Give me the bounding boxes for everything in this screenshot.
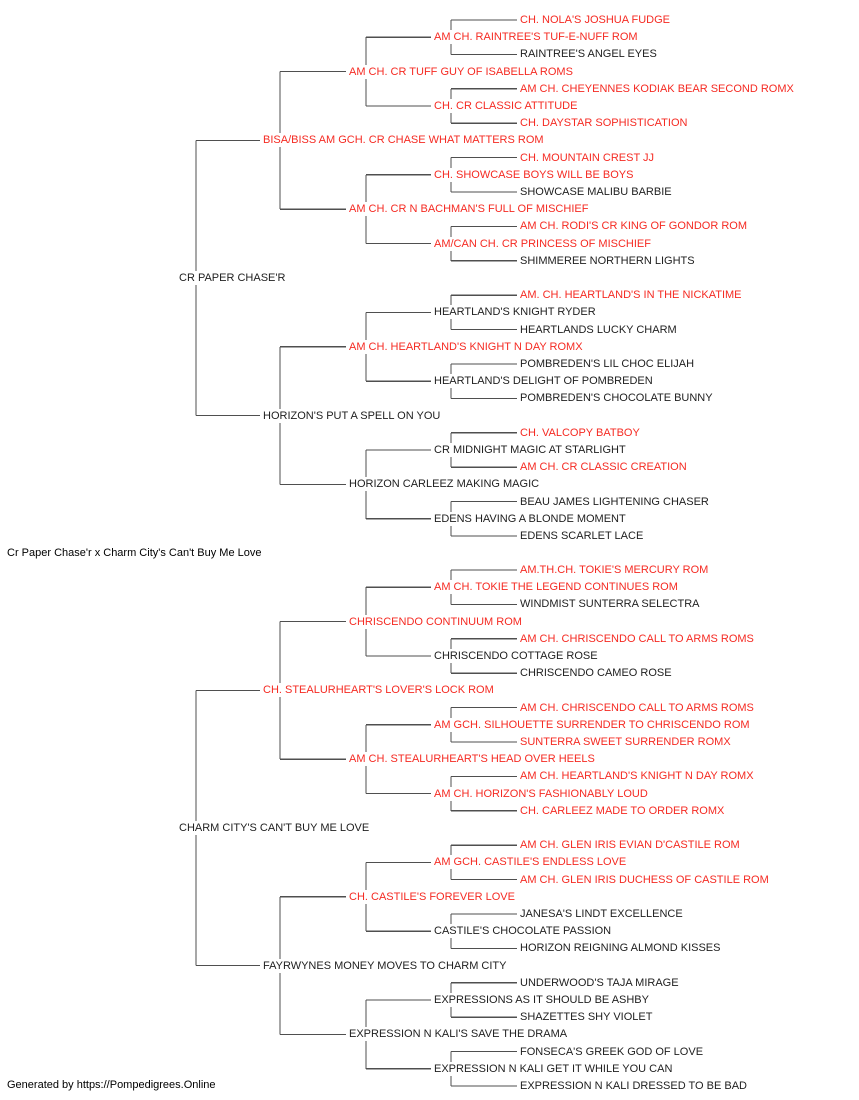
pedigree-node-label-gen4[interactable]: AM CH. CHRISCENDO CALL TO ARMS ROMS [520, 633, 754, 645]
pedigree-node-label-gen2[interactable]: HORIZON CARLEEZ MAKING MAGIC [349, 478, 540, 490]
pedigree-node-label-gen4[interactable]: CHRISCENDO CAMEO ROSE [520, 667, 672, 679]
pedigree-node-label-gen4[interactable]: AM CH. RODI'S CR KING OF GONDOR ROM [520, 220, 747, 232]
pedigree-node-label-gen4[interactable]: JANESA'S LINDT EXCELLENCE [520, 908, 683, 920]
pedigree-node-label-gen1[interactable]: CH. STEALURHEART'S LOVER'S LOCK ROM [263, 684, 494, 696]
pedigree-node-label-gen2[interactable]: CH. CASTILE'S FOREVER LOVE [349, 891, 515, 903]
pedigree-node-label-gen2[interactable]: AM CH. STEALURHEART'S HEAD OVER HEELS [349, 753, 595, 765]
pedigree-node-label-gen3[interactable]: HEARTLAND'S KNIGHT RYDER [434, 306, 596, 318]
pedigree-node-label-gen1[interactable]: HORIZON'S PUT A SPELL ON YOU [263, 410, 441, 422]
pedigree-node-label-gen4[interactable]: FONSECA'S GREEK GOD OF LOVE [520, 1046, 704, 1058]
pedigree-node-label-gen4[interactable]: CH. DAYSTAR SOPHISTICATION [520, 117, 688, 129]
pedigree-node-label-gen4[interactable]: SHOWCASE MALIBU BARBIE [520, 186, 672, 198]
pedigree-node-label-gen3[interactable]: CASTILE'S CHOCOLATE PASSION [434, 925, 612, 937]
pedigree-node-label-gen4[interactable]: POMBREDEN'S CHOCOLATE BUNNY [520, 392, 713, 404]
pedigree-node-label-gen4[interactable]: HEARTLANDS LUCKY CHARM [520, 324, 677, 336]
pedigree-node-label-gen4[interactable]: AM. CH. HEARTLAND'S IN THE NICKATIME [520, 289, 742, 301]
pedigree-node-label-gen4[interactable]: POMBREDEN'S LIL CHOC ELIJAH [520, 358, 695, 370]
pedigree-node-label-gen0[interactable]: CHARM CITY'S CAN'T BUY ME LOVE [179, 822, 370, 834]
pedigree-node-label-gen4[interactable]: WINDMIST SUNTERRA SELECTRA [520, 598, 700, 610]
pedigree-node-label-gen1[interactable]: FAYRWYNES MONEY MOVES TO CHARM CITY [263, 960, 507, 972]
pedigree-node-label-gen4[interactable]: AM.TH.CH. TOKIE'S MERCURY ROM [520, 564, 709, 576]
pedigree-node-label-gen2[interactable]: AM CH. CR N BACHMAN'S FULL OF MISCHIEF [349, 203, 589, 215]
pedigree-node-label-gen4[interactable]: EDENS SCARLET LACE [520, 530, 644, 542]
pedigree-node-label-gen3[interactable]: EXPRESSIONS AS IT SHOULD BE ASHBY [434, 994, 649, 1006]
pedigree-node-label-gen4[interactable]: CH. NOLA'S JOSHUA FUDGE [520, 14, 671, 26]
pedigree-node-label-gen3[interactable]: AM GCH. CASTILE'S ENDLESS LOVE [434, 856, 627, 868]
pedigree-node-label-gen3[interactable]: EXPRESSION N KALI GET IT WHILE YOU CAN [434, 1063, 673, 1075]
pedigree-node-label-gen4[interactable]: HORIZON REIGNING ALMOND KISSES [520, 942, 721, 954]
pedigree-node-label-gen4[interactable]: UNDERWOOD'S TAJA MIRAGE [520, 977, 679, 989]
pedigree-node-label-gen4[interactable]: SHIMMEREE NORTHERN LIGHTS [520, 255, 695, 267]
pedigree-node-label-gen4[interactable]: AM CH. CHRISCENDO CALL TO ARMS ROMS [520, 702, 754, 714]
pedigree-node-label-gen3[interactable]: AM CH. RAINTREE'S TUF-E-NUFF ROM [434, 31, 638, 43]
pedigree-node-label-gen3[interactable]: AM GCH. SILHOUETTE SURRENDER TO CHRISCENDO ROM [434, 719, 750, 731]
pedigree-node-label-gen2[interactable]: CHRISCENDO CONTINUUM ROM [349, 616, 522, 628]
breeding-pair-label: Cr Paper Chase'r x Charm City's Can't Buy Me Love [7, 547, 262, 559]
pedigree-node-label-gen3[interactable]: CH. CR CLASSIC ATTITUDE [434, 100, 578, 112]
pedigree-node-label-gen3[interactable]: CH. SHOWCASE BOYS WILL BE BOYS [434, 169, 634, 181]
pedigree-node-label-gen3[interactable]: CHRISCENDO COTTAGE ROSE [434, 650, 598, 662]
footer-credit-link[interactable]: Generated by https://Pompedigrees.Online [7, 1079, 216, 1091]
pedigree-node-label-gen4[interactable]: SUNTERRA SWEET SURRENDER ROMX [520, 736, 731, 748]
pedigree-node-label-gen2[interactable]: AM CH. HEARTLAND'S KNIGHT N DAY ROMX [349, 341, 583, 353]
pedigree-node-label-gen4[interactable]: CH. VALCOPY BATBOY [520, 427, 640, 439]
pedigree-node-label-gen3[interactable]: AM CH. TOKIE THE LEGEND CONTINUES ROM [434, 581, 678, 593]
pedigree-node-label-gen1[interactable]: BISA/BISS AM GCH. CR CHASE WHAT MATTERS ROM [263, 134, 544, 146]
pedigree-node-label-gen2[interactable]: EXPRESSION N KALI'S SAVE THE DRAMA [349, 1028, 568, 1040]
pedigree-node-label-gen4[interactable]: SHAZETTES SHY VIOLET [520, 1011, 653, 1023]
pedigree-node-label-gen4[interactable]: AM CH. HEARTLAND'S KNIGHT N DAY ROMX [520, 770, 754, 782]
pedigree-node-label-gen3[interactable]: CR MIDNIGHT MAGIC AT STARLIGHT [434, 444, 626, 456]
pedigree-node-label-gen4[interactable]: RAINTREE'S ANGEL EYES [520, 48, 657, 60]
pedigree-node-label-gen2[interactable]: AM CH. CR TUFF GUY OF ISABELLA ROMS [349, 66, 573, 78]
pedigree-node-label-gen0[interactable]: CR PAPER CHASE'R [179, 272, 286, 284]
pedigree-node-label-gen3[interactable]: HEARTLAND'S DELIGHT OF POMBREDEN [434, 375, 653, 387]
pedigree-node-label-gen4[interactable]: AM CH. GLEN IRIS DUCHESS OF CASTILE ROM [520, 874, 769, 886]
pedigree-node-label-gen4[interactable]: CH. CARLEEZ MADE TO ORDER ROMX [520, 805, 725, 817]
pedigree-node-label-gen3[interactable]: AM CH. HORIZON'S FASHIONABLY LOUD [434, 788, 648, 800]
pedigree-node-label-gen4[interactable]: AM CH. CR CLASSIC CREATION [520, 461, 687, 473]
pedigree-node-label-gen3[interactable]: EDENS HAVING A BLONDE MOMENT [434, 513, 626, 525]
pedigree-node-label-gen4[interactable]: BEAU JAMES LIGHTENING CHASER [520, 496, 709, 508]
pedigree-node-label-gen4[interactable]: AM CH. CHEYENNES KODIAK BEAR SECOND ROMX [520, 83, 794, 95]
pedigree-node-label-gen4[interactable]: AM CH. GLEN IRIS EVIAN D'CASTILE ROM [520, 839, 740, 851]
pedigree-node-label-gen4[interactable]: EXPRESSION N KALI DRESSED TO BE BAD [520, 1080, 747, 1092]
pedigree-node-label-gen4[interactable]: CH. MOUNTAIN CREST JJ [520, 152, 655, 164]
pedigree-node-label-gen3[interactable]: AM/CAN CH. CR PRINCESS OF MISCHIEF [434, 238, 651, 250]
